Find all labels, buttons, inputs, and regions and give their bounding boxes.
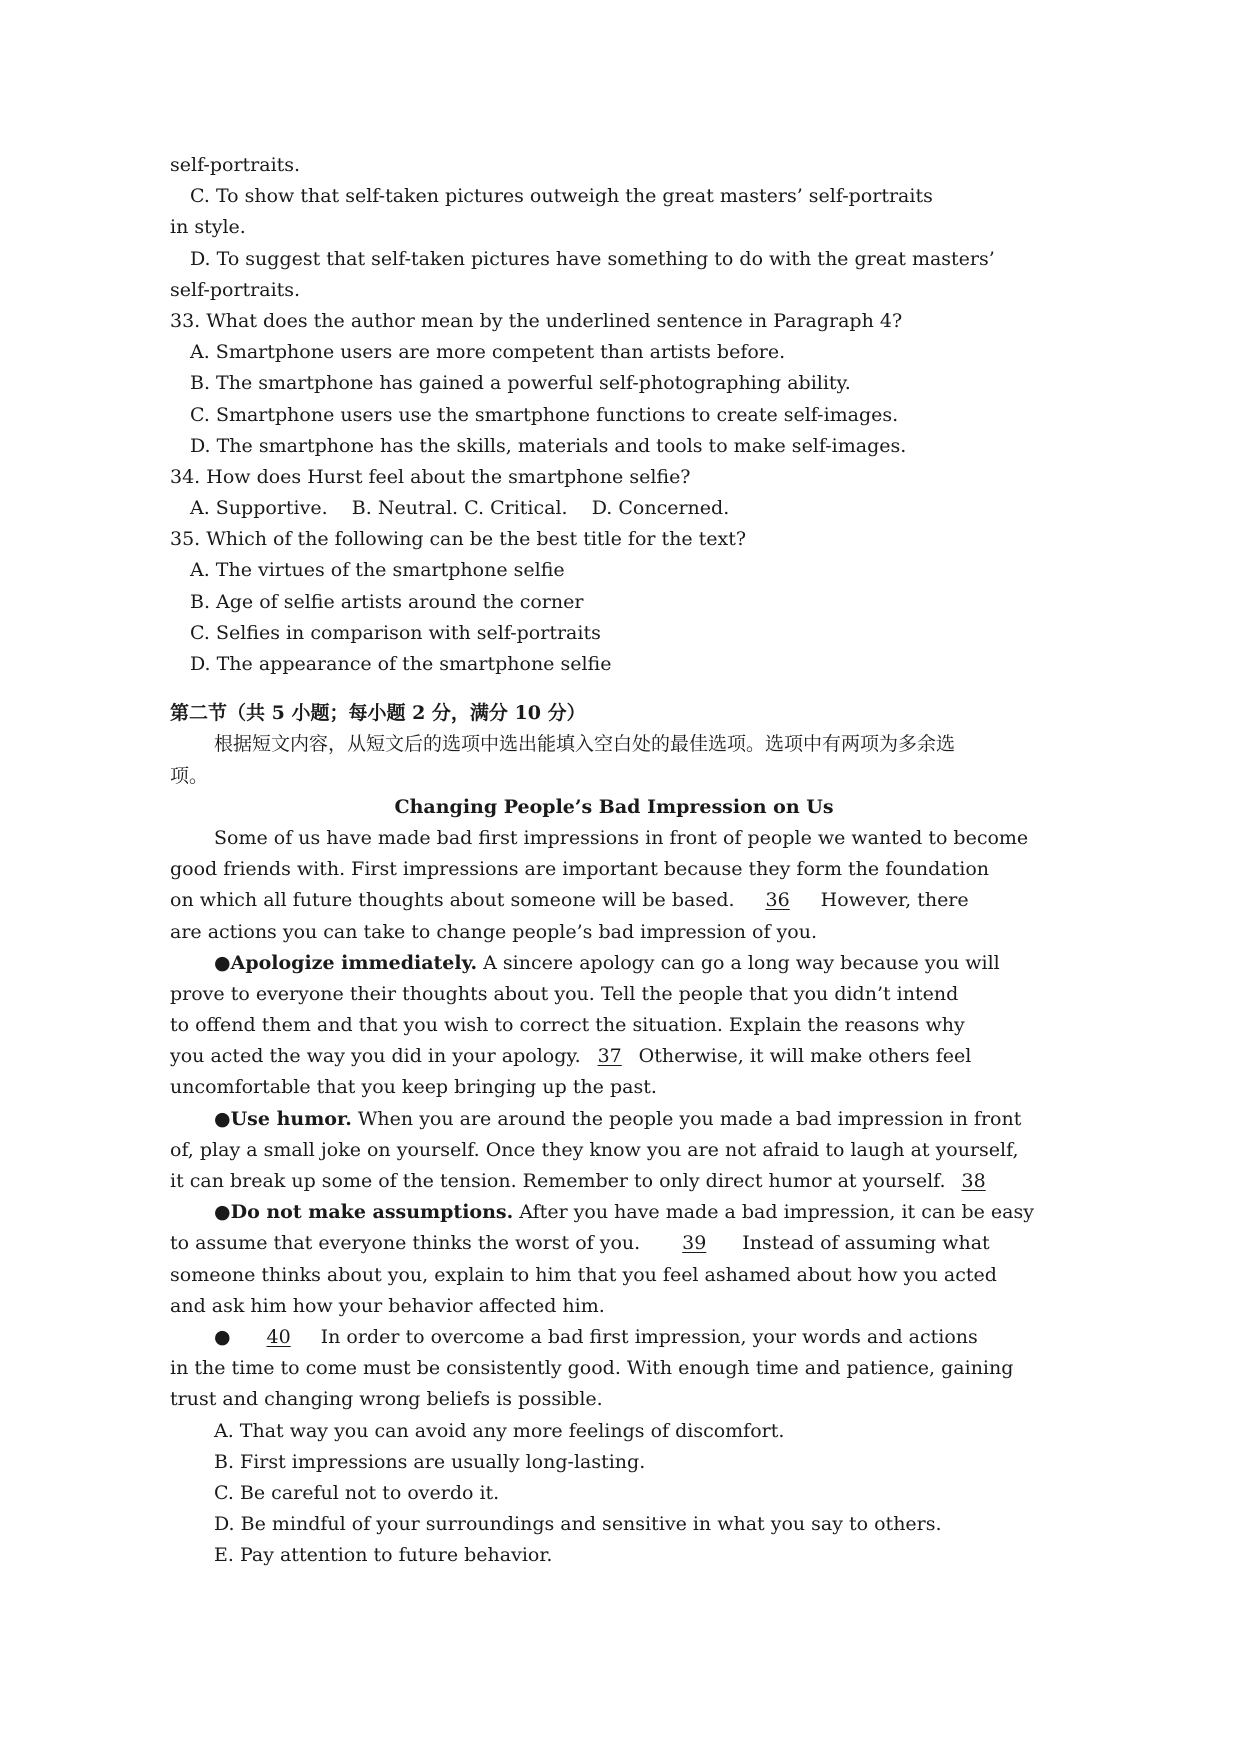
q32-option-d-line1: D. To suggest that self-taken pictures have something to do with the great masters’ (190, 247, 995, 270)
passage-p1-line1: Some of us have made bad first impressions in front of people we wanted to become (214, 826, 1029, 849)
bullet-apologize-line5: uncomfortable that you keep bringing up the past. (170, 1076, 657, 1099)
q32-tail: self-portraits. (170, 154, 301, 176)
bullet-apologize-line4-rest: Otherwise, it will make others feel (638, 1045, 972, 1068)
blank-37[interactable]: 37 (597, 1045, 622, 1068)
bullet-icon: ● (214, 951, 231, 974)
bullet-apologize-line1 (170, 948, 1058, 979)
bullet-40-line1 (170, 1322, 1058, 1353)
bullet-40-line2: in the time to come must be consistently good. With enough time and patience, gaining (170, 1357, 1014, 1380)
q35-option-c: C. Selfies in comparison with self-portraits (190, 621, 601, 644)
bullet-40-line3: trust and changing wrong beliefs is possible. (170, 1388, 603, 1411)
q33-option-b: B. The smartphone has gained a powerful self-photographing ability. (190, 372, 851, 395)
bullet-40-text: In order to overcome a bad first impression, your words and actions (320, 1325, 978, 1348)
q33-option-a: A. Smartphone users are more competent than artists before. (190, 341, 786, 364)
bullet-humor-text: When you are around the people you made a bad impression in front (357, 1107, 1022, 1130)
bullet-assumptions-line1 (170, 1197, 1058, 1228)
bullet-apologize-text: A sincere apology can go a long way because you will (483, 951, 1000, 974)
bullet-humor-line2: of, play a small joke on yourself. Once they know you are not afraid to laugh at yourself, (170, 1138, 1019, 1161)
q35-stem: 35. Which of the following can be the best title for the text? (170, 528, 747, 551)
q35-option-b: B. Age of selfie artists around the corner (190, 590, 584, 613)
q35-option-d: D. The appearance of the smartphone selfie (190, 653, 612, 675)
bullet-humor-line3 (170, 1166, 1058, 1197)
choice-a: A. That way you can avoid any more feelings of discomfort. (214, 1419, 785, 1442)
bullet-humor-line3-text: it can break up some of the tension. Remember to only direct humor at yourself. (170, 1170, 946, 1192)
q33-option-d: D. The smartphone has the skills, materials and tools to make self-images. (190, 434, 907, 457)
bullet-icon: ● (214, 1325, 231, 1348)
passage-p1-line3-rest: However, there (820, 889, 969, 912)
blank-39[interactable]: 39 (682, 1232, 707, 1255)
choice-c: C. Be careful not to overdo it. (214, 1481, 500, 1504)
section2-instructions-line2: 项。 (170, 764, 209, 787)
section2-instructions-line1: 根据短文内容，从短文后的选项中选出能填入空白处的最佳选项。选项中有两项为多余选 (214, 733, 956, 756)
bullet-apologize-line4 (170, 1041, 1058, 1072)
q33-stem: 33. What does the author mean by the underlined sentence in Paragraph 4? (170, 309, 903, 332)
bullet-assumptions-line2-rest: Instead of assuming what (742, 1232, 990, 1255)
passage-p1-line2: good friends with. First impressions are important because they form the foundation (170, 858, 990, 881)
section-gap (170, 680, 1058, 698)
passage-p1-line3 (170, 885, 1058, 916)
choice-e: E. Pay attention to future behavior. (214, 1544, 553, 1567)
bullet-apologize-heading: Apologize immediately. (230, 951, 478, 974)
q32-option-c-line1: C. To show that self-taken pictures outweigh the great masters’ self-portraits (190, 185, 933, 208)
choice-b: B. First impressions are usually long-lasting. (214, 1450, 646, 1473)
bullet-icon: ● (214, 1107, 231, 1130)
bullet-assumptions-heading: Do not make assumptions. (230, 1201, 514, 1224)
bullet-humor-heading: Use humor. (230, 1107, 352, 1130)
blank-38[interactable]: 38 (961, 1170, 986, 1192)
bullet-apologize-line2: prove to everyone their thoughts about you. Tell the people that you didn’t intend (170, 982, 959, 1005)
bullet-humor-line1 (170, 1104, 1058, 1135)
page-content (170, 150, 1058, 1571)
section2-heading: 第二节（共 5 小题；每小题 2 分，满分 10 分） (170, 702, 586, 725)
bullet-assumptions-line2 (170, 1228, 1058, 1259)
blank-36[interactable]: 36 (765, 889, 790, 912)
q34-stem: 34. How does Hurst feel about the smartphone selfie? (170, 465, 691, 488)
bullet-apologize-line3: to offend them and that you wish to correct the situation. Explain the reasons why (170, 1014, 965, 1037)
passage-title: Changing People’s Bad Impression on Us (394, 795, 834, 818)
bullet-assumptions-line4: and ask him how your behavior affected him. (170, 1294, 605, 1317)
passage-p1-line3-text: on which all future thoughts about someone will be based. (170, 889, 735, 912)
blank-40[interactable]: 40 (266, 1325, 291, 1348)
bullet-assumptions-line2-text: to assume that everyone thinks the worst of you. (170, 1232, 641, 1255)
q33-option-c: C. Smartphone users use the smartphone functions to create self-images. (190, 403, 899, 426)
passage-p1-line4: are actions you can take to change people’s bad impression of you. (170, 920, 817, 943)
bullet-assumptions-text: After you have made a bad impression, it can be easy (519, 1201, 1034, 1224)
choice-d: D. Be mindful of your surroundings and sensitive in what you say to others. (214, 1513, 942, 1536)
bullet-apologize-line4-text: you acted the way you did in your apology. (170, 1045, 581, 1068)
q34-options: A. Supportive. B. Neutral. C. Critical. D. Concerned. (190, 497, 730, 520)
q32-option-d-line2: self-portraits. (170, 278, 301, 301)
bullet-icon: ● (214, 1201, 231, 1224)
bullet-assumptions-line3: someone thinks about you, explain to him that you feel ashamed about how you acted (170, 1263, 997, 1286)
q35-option-a: A. The virtues of the smartphone selfie (190, 559, 565, 582)
q32-option-c-line2: in style. (170, 216, 246, 239)
